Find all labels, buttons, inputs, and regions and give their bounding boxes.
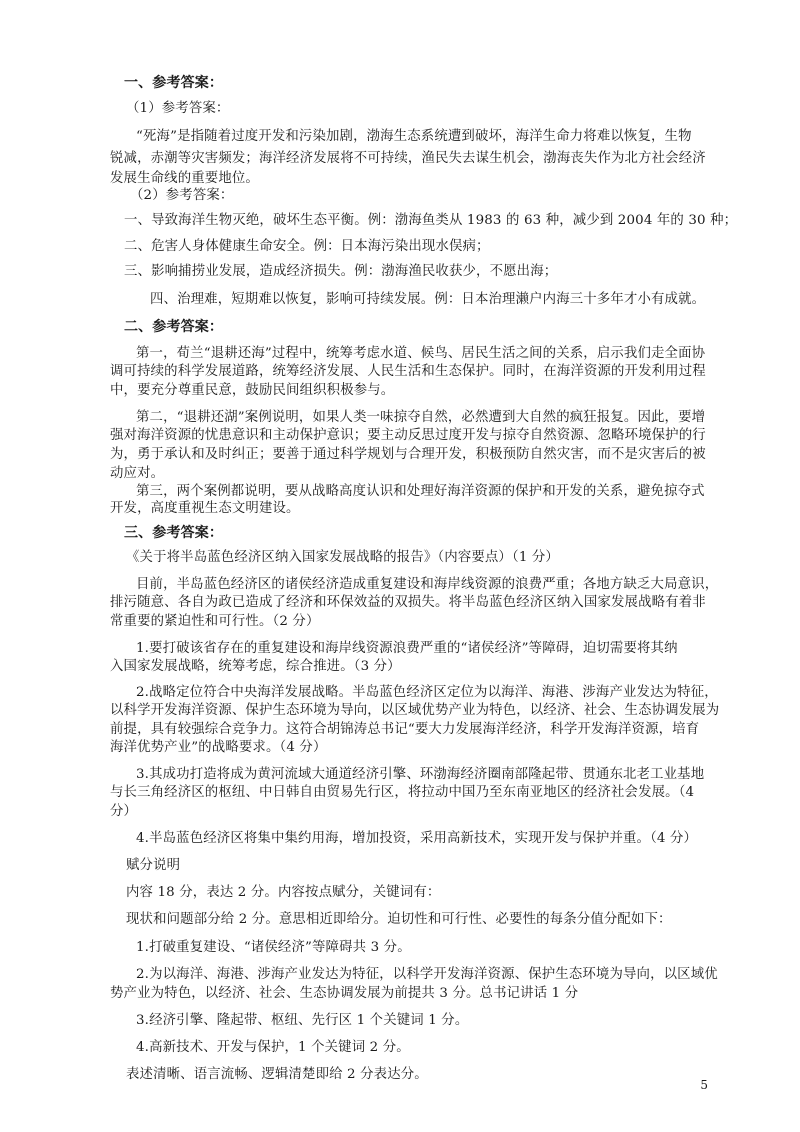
- list-item: 一、导致海洋生物灭绝，破坏生态平衡。例：渤海鱼类从 1983 的 63 种，减少到 2004 年的 30 种；: [124, 213, 738, 228]
- list-item: 二、危害人身体健康生命安全。例：日本海污染出现水俣病；: [124, 239, 490, 254]
- paragraph-line: 开发，高度重视生态文明建设。: [110, 501, 300, 516]
- paragraph-line: 4.半岛蓝色经济区将集中集约用海，增加投资，采用高新技术，实现开发与保护并重。（4 分）: [136, 831, 698, 846]
- paragraph-line: 第三，两个案例都说明，要从战略高度认识和处理好海洋资源的保护和开发的关系，避免掠夺式: [136, 484, 705, 499]
- paragraph-line: 内容 18 分，表达 2 分。内容按点赋分，关键词有：: [126, 885, 441, 900]
- section-heading-1: 一、参考答案：: [124, 75, 224, 91]
- paragraph-line: 调可持续的科学发展道路，统筹经济发展、人民生活和生态保护。同时，在海洋资源的开发利用过程: [110, 364, 706, 379]
- paragraph-line: 1.打破重复建设、“诸侯经济”等障碍共 3 分。: [136, 940, 411, 955]
- section-heading-3: 三、参考答案：: [124, 525, 224, 541]
- paragraph-line: 3.其成功打造将成为黄河流域大通道经济引擎、环渤海经济圈南部隆起带、贯通东北老工业基地: [136, 767, 705, 782]
- paragraph-line: 发展生命线的重要地位。: [110, 171, 259, 186]
- paragraph-line: 海洋优势产业”的战略要求。（4 分）: [110, 740, 327, 755]
- paragraph-line: 以科学开发海洋资源、保护生态环境为导向，以区域优势产业为特色，以经济、社会、生态协调发展为: [110, 703, 720, 718]
- paragraph-line: 目前，半岛蓝色经济区的诸侯经济造成重复建设和海岸线资源的浪费严重；各地方缺乏大局意识，: [136, 577, 719, 592]
- paragraph-line: 势产业为特色，以经济、社会、生态协调发展为前提共 3 分。总书记讲话 1 分: [110, 986, 579, 1001]
- report-title: 《关于将半岛蓝色经济区纳入国家发展战略的报告》（内容要点）（1 分）: [126, 550, 559, 565]
- paragraph-line: 第二，“退耕还湖”案例说明，如果人类一味掠夺自然，必然遭到大自然的疯狂报复。因此，要增: [136, 410, 706, 425]
- section-heading-2: 二、参考答案：: [124, 319, 224, 335]
- paragraph-line: 为，勇于承认和及时纠正；要善于通过科学规划与合理开发，积极预防自然灾害，而不是灾害后的被: [110, 447, 706, 462]
- paragraph-line: 常重要的紧迫性和可行性。（2 分）: [110, 614, 320, 629]
- paragraph-line: 锐减，赤潮等灾害频发；海洋经济发展将不可持续，渔民失去谋生机会，渤海丧失作为北方社会经济: [110, 151, 706, 166]
- paragraph-line: 第一，荀兰“退耕还海”过程中，统筹考虑水道、候鸟、居民生活之间的关系，启示我们走全面协: [136, 346, 706, 361]
- page-number: 5: [700, 1078, 708, 1092]
- list-item: 四、治理难，短期难以恢复，影响可持续发展。例：日本治理濑户内海三十多年才小有成就。: [150, 292, 706, 307]
- paragraph-line: 2.为以海洋、海港、涉海产业发达为特征，以科学开发海洋资源、保护生态环境为导向，以区域优: [136, 967, 718, 982]
- paragraph-line: 排污随意、各自为政已造成了经济和环保效益的双损失。将半岛蓝色经济区纳入国家发展战略有着非: [110, 595, 706, 610]
- paragraph-line: 现状和问题部分给 2 分。意思相近即给分。迫切性和可行性、必要性的每条分值分配如下：: [126, 912, 672, 927]
- paragraph-line: 与长三角经济区的枢纽、中日韩自由贸易先行区，将拉动中国乃至东南亚地区的经济社会发展。（4: [110, 785, 695, 800]
- scoring-title: 赋分说明: [126, 858, 181, 873]
- sub-heading: （1）参考答案：: [126, 101, 230, 116]
- paragraph-line: 2.战略定位符合中央海洋发展战略。半岛蓝色经济区定位为以海洋、海港、涉海产业发达为特征，: [136, 685, 718, 700]
- paragraph-line: 前提，具有较强综合竞争力。这符合胡锦涛总书记“要大力发展海洋经济，科学开发海洋资源，培育: [110, 722, 700, 737]
- paragraph-line: 3.经济引擎、隆起带、枢纽、先行区 1 个关键词 1 分。: [136, 1013, 469, 1028]
- list-item: 三、影响捕捞业发展，造成经济损失。例：渤海渔民收获少，不愿出海；: [124, 264, 558, 279]
- paragraph-line: 表述清晰、语言流畅、逻辑清楚即给 2 分表达分。: [126, 1067, 428, 1082]
- paragraph-line: 入国家发展战略，统筹考虑，综合推进。（3 分）: [110, 659, 401, 674]
- paragraph-line: 动应对。: [110, 466, 165, 481]
- sub-heading: （2）参考答案：: [130, 188, 234, 203]
- paragraph-line: 强对海洋资源的忧患意识和主动保护意识；要主动反思过度开发与掠夺自然资源、忽略环境保护的行: [110, 428, 706, 443]
- paragraph-line: 分）: [110, 804, 138, 819]
- paragraph-line: 中，要充分尊重民意，鼓励民间组织积极参与。: [110, 383, 395, 398]
- paragraph-line: 1.要打破该省存在的重复建设和海岸线资源浪费严重的“诸侯经济”等障碍，迫切需要将其纳: [136, 641, 678, 656]
- paragraph-line: 4.高新技术、开发与保护，1 个关键词 2 分。: [136, 1040, 410, 1055]
- paragraph-line: “死海”是指随着过度开发和污染加剧，渤海生态系统遭到破坏，海洋生命力将难以恢复，生物: [136, 129, 692, 144]
